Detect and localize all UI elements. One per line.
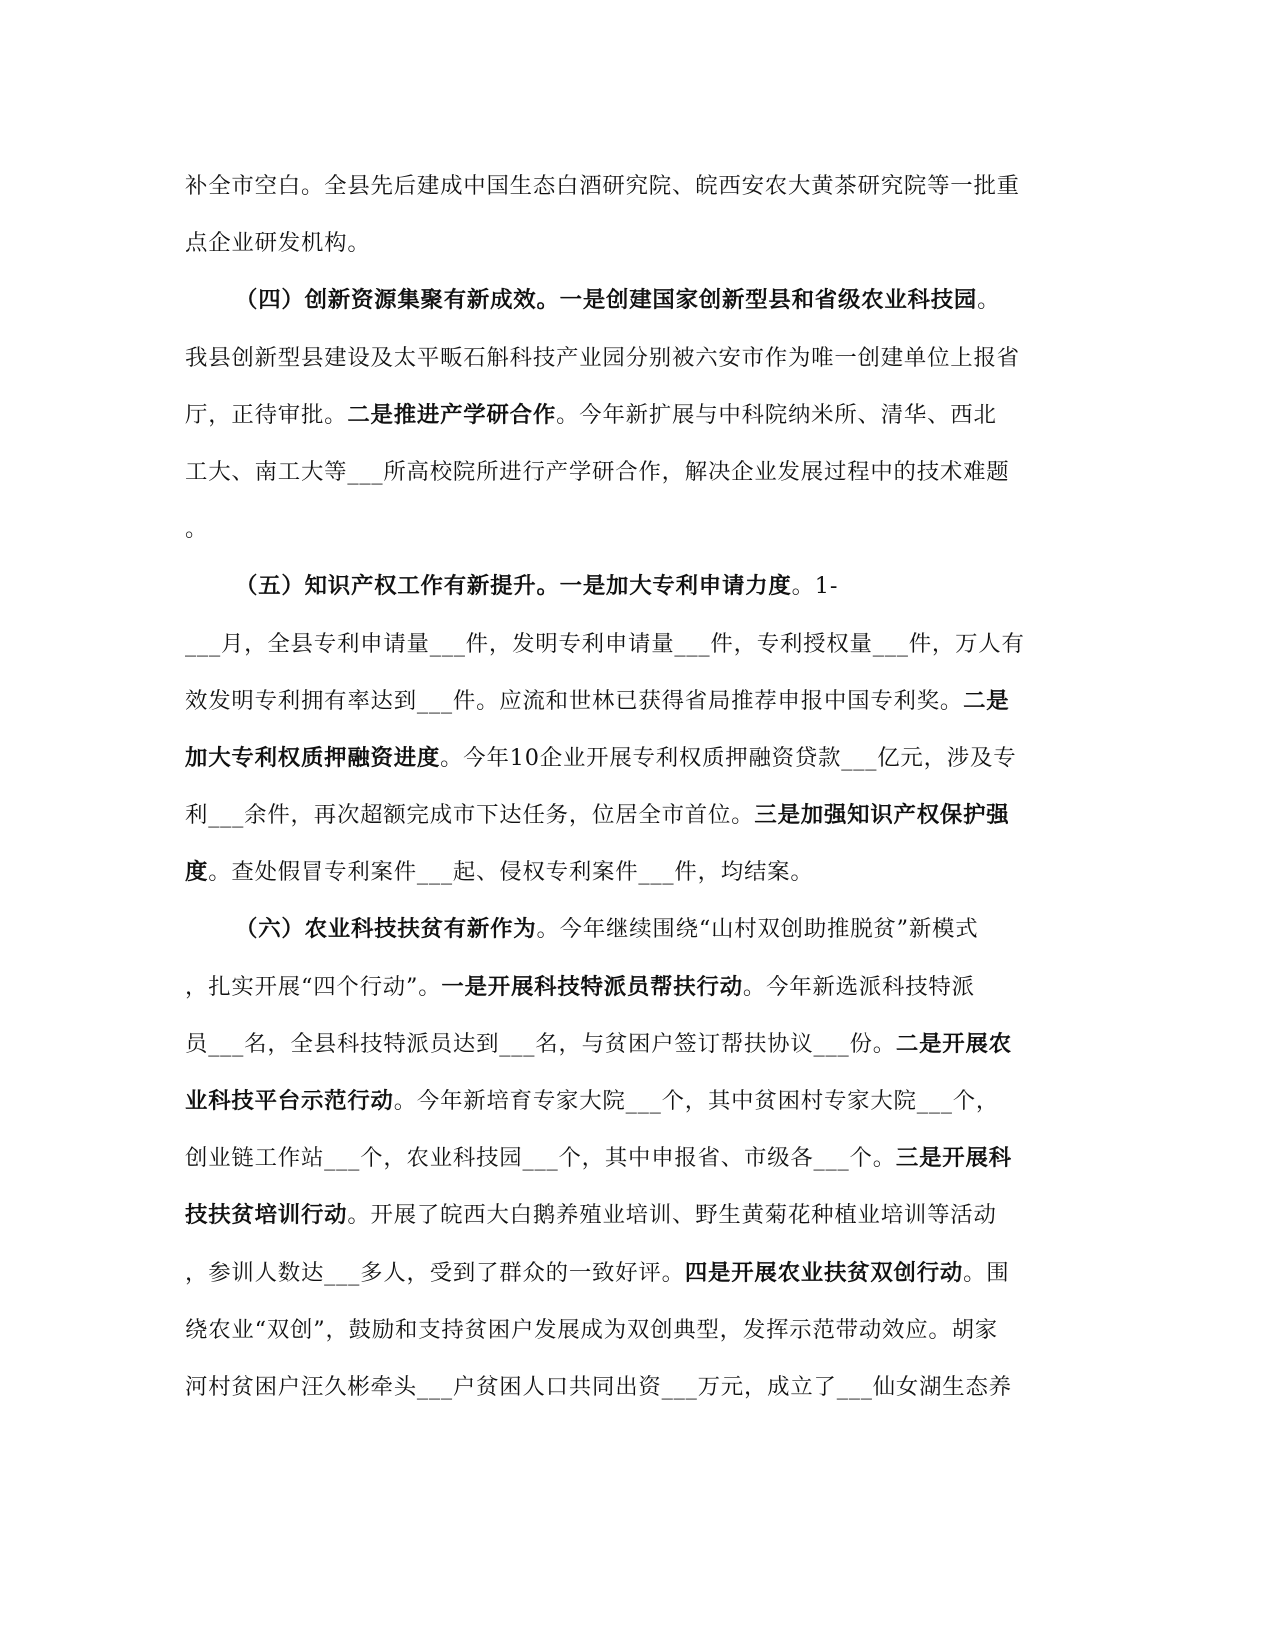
text-line	[185, 1302, 1085, 1359]
text-line	[185, 558, 1085, 615]
text-line	[185, 616, 1085, 673]
text-run: ，扎实开展“四个行动”。	[185, 973, 442, 1000]
text-run: 。今年新培育专家大院___个，其中贫困村专家大院___个，	[393, 1088, 1000, 1114]
text-run: 效发明专利拥有率达到___件。应流和世林已获得省局推荐申报中国专利奖。	[185, 687, 964, 714]
text-run: 。	[185, 516, 209, 543]
text-run: 。今年10企业开展专利权质押融资贷款___亿元，涉及专	[440, 744, 1017, 771]
text-line	[185, 1359, 1085, 1416]
text-run: 河村贫困户汪久彬牵头___户贫困人口共同出资___万元，成立了___仙女湖生态养	[185, 1373, 1012, 1400]
text-line	[185, 1187, 1085, 1244]
text-line	[185, 730, 1085, 787]
text-line	[185, 215, 1085, 272]
text-run: 。围	[963, 1259, 1010, 1286]
bold-text-run: （六）农业科技扶贫有新作为	[235, 916, 537, 943]
text-line	[185, 1016, 1085, 1073]
bold-text-run: 三是开展科	[895, 1145, 1012, 1172]
bold-text-run: 二是推进产学研合作	[347, 401, 557, 428]
text-line	[185, 901, 1085, 958]
text-run: 绕农业“双创”，鼓励和支持贫困户发展成为双创典型，发挥示范带动效应。胡家	[185, 1316, 998, 1343]
text-line	[185, 387, 1085, 444]
bold-text-run: 技扶贫培训行动	[185, 1202, 348, 1229]
text-run: 创业链工作站___个，农业科技园___个，其中申报省、市级各___个。	[185, 1145, 896, 1172]
body-text	[185, 158, 1085, 1416]
text-run: 补全市空白。全县先后建成中国生态白酒研究院、皖西安农大黄茶研究院等一批重	[185, 173, 1020, 199]
text-line	[185, 330, 1085, 387]
text-line	[185, 844, 1085, 901]
text-run: 。1-	[791, 573, 839, 600]
text-line	[185, 1245, 1085, 1302]
text-line	[185, 158, 1085, 215]
text-line	[185, 787, 1085, 844]
text-run: 。今年新扩展与中科院纳米所、清华、西北	[556, 401, 997, 428]
text-line	[185, 673, 1085, 730]
bold-text-run: 三是加强知识产权保护强	[754, 802, 1010, 829]
text-line	[185, 272, 1085, 329]
text-line	[185, 444, 1085, 501]
bold-text-run: 二是	[963, 687, 1010, 714]
text-run: 。	[977, 287, 1001, 314]
bold-text-run: （五）知识产权工作有新提升。一是加大专利申请力度	[235, 573, 792, 600]
text-run: ，参训人数达___多人，受到了群众的一致好评。	[185, 1259, 685, 1286]
text-line	[185, 1130, 1085, 1187]
text-run: 点企业研发机构。	[185, 230, 371, 257]
bold-text-run: （四）创新资源集聚有新成效。一是创建国家创新型县和省级农业科技园	[235, 287, 978, 314]
bold-text-run: 二是开展农	[895, 1030, 1012, 1057]
text-run: 利___余件，再次超额完成市下达任务，位居全市首位。	[185, 802, 755, 829]
text-run: 厅，正待审批。	[185, 401, 348, 428]
text-line	[185, 959, 1085, 1016]
text-run: ___月，全县专利申请量___件，发明专利申请量___件，专利授权量___件，万人有	[185, 630, 1025, 657]
text-run: 。今年新选派科技特派	[742, 973, 975, 1000]
text-run: 。查处假冒专利案件___起、侵权专利案件___件，均结案。	[208, 859, 814, 886]
bold-text-run: 四是开展农业扶贫双创行动	[684, 1259, 964, 1286]
text-run: 。开展了皖西大白鹅养殖业培训、野生黄菊花种植业培训等活动	[347, 1202, 997, 1229]
text-run: 。今年继续围绕“山村双创助推脱贫”新模式	[536, 916, 979, 943]
text-run: 工大、南工大等___所高校院所进行产学研合作，解决企业发展过程中的技术难题	[185, 458, 1010, 485]
bold-text-run: 业科技平台示范行动	[185, 1088, 394, 1114]
bold-text-run: 度	[185, 859, 209, 886]
text-run: 我县创新型县建设及太平畈石斛科技产业园分别被六安市作为唯一创建单位上报省	[185, 344, 1020, 371]
text-line	[185, 1073, 1085, 1130]
text-run: 员___名，全县科技特派员达到___名，与贫困户签订帮扶协议___份。	[185, 1030, 896, 1057]
bold-text-run: 加大专利权质押融资进度	[185, 744, 441, 771]
text-line	[185, 501, 1085, 558]
bold-text-run: 一是开展科技特派员帮扶行动	[441, 973, 743, 1000]
